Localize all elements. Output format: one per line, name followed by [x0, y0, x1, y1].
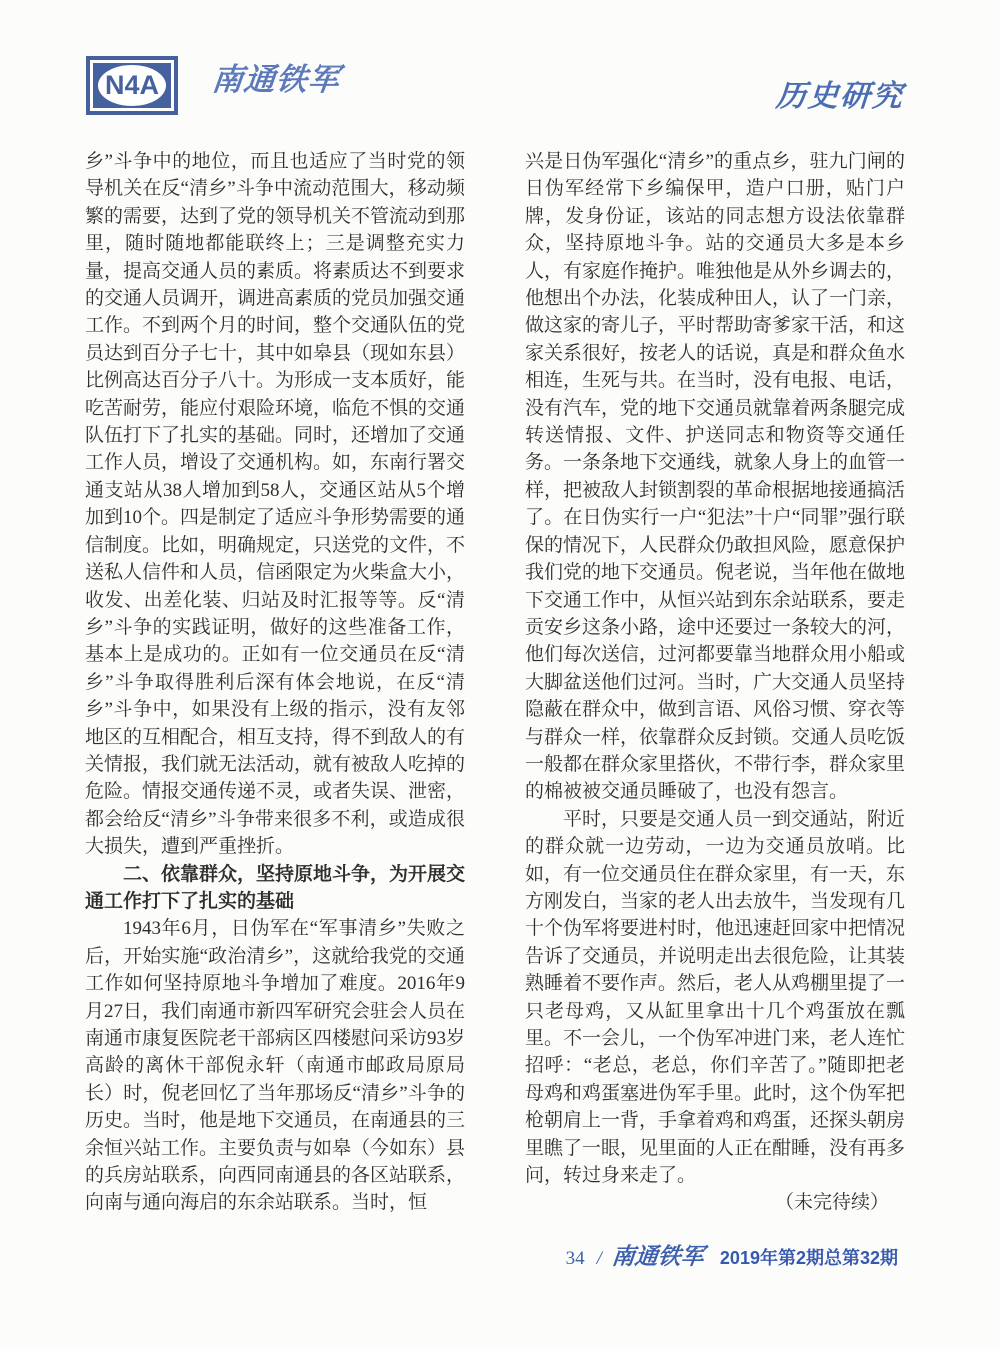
to-be-continued-note: （未完待续）: [774, 1192, 889, 1214]
footer-journal-logo: 南通铁军: [610, 1244, 706, 1269]
footer: [0, 1238, 898, 1271]
paragraph: 平时，只要是交通人员一到交通站，附近的群众就一边劳动，一边为交通员放哨。比如，有一位交通员住在群众家里，有一天，东方刚发白，当家的老人出去放牛，当发现有几十个伪军将要进村时，他迅速赶回家中把情况告诉了交通员，并说明走出去很危险，让其装熟睡着不要作声。然后，老人从鸡棚里提了一只老母鸡，又从缸里拿出十几个鸡蛋放在瓢里。不一会儿，一个伪军冲进门来，老人连忙招呼：“老总，老总，你们辛苦了。”随即把老母鸡和鸡蛋塞进伪军手里。此时，这个伪军把枪朝肩上一背，手拿着鸡和鸡蛋，还探头朝房里瞧了一眼，见里面的人正在酣睡，没有再多问，转过身来走了。: [525, 808, 906, 1187]
page-number: 34: [565, 1248, 585, 1269]
n4a-logo-field: [93, 63, 171, 108]
footer-separator: /: [596, 1248, 602, 1269]
paragraph: 1943年6月，日伪军在“军事清乡”失败之后，开始实施“政治清乡”，这就给我党的交通工作如何坚持原地斗争增加了难度。2016年9月27日，我们南通市新四军研究会驻会人员在南通市康复医院老干部病区四楼慰问采访93岁高龄的离休干部倪永轩（南通市邮政局原局长）时，倪老回忆了当年那场反“清乡”斗争的历史。当时，他是地下交通员，在南通县的三余恒兴站工作。主要负责与如皋（今如东）县的兵房站联系，向西同南通县的各区站联系，向南与通向海启的东余站联系。当时，恒: [85, 918, 466, 1214]
left-column: [85, 148, 465, 1217]
paragraph: 乡”斗争中的地位，而且也适应了当时党的领导机关在反“清乡”斗争中流动范围大，移动频繁的需要，达到了党的领导机关不管流动到那里，随时随地都能联终上；三是调整充实力量，提高交通人员的素质。将素质达不到要求的交通人员调开，调进高素质的党员加强交通工作。不到两个月的时间，整个交通队伍的党员达到百分子七十，其中如皋县（现如东县）比例高达百分子八十。为形成一支本质好，能吃苦耐劳，能应付艰险环境，临危不惧的交通队伍打下了扎实的基础。同时，还增加了交通工作人员，增设了交通机构。如，东南行署交通支站从38人增加到58人，交通区站从5个增加到10个。四是制定了适应斗争形势需要的通信制度。比如，明确规定，只送党的文件，不送私人信件和人员，信函限定为火柴盒大小，收发、出差化装、归站及时汇报等等。反“清乡”斗争的实践证明，做好的这些准备工作，基本上是成功的。正如有一位交通员在反“清乡”斗争取得胜利后深有体会地说，在反“清乡”斗争中，如果没有上级的指示，没有友邻地区的互相配合，相互支持，得不到敌人的有关情报，我们就无法活动，就有被敌人吃掉的危险。情报交通传递不灵，或者失误、泄密，都会给反“清乡”斗争带来很多不利，或造成很大损失，遭到严重挫折。: [85, 151, 466, 858]
paragraph: 兴是日伪军强化“清乡”的重点乡，驻九门闸的日伪军经常下乡编保甲，造户口册，贴门户牌，发身份证，该站的同志想方设法依靠群众，坚持原地斗争。站的交通员大多是本乡人，有家庭作掩护。唯独他是从外乡调去的，他想出个办法，化装成种田人，认了一门亲，做这家的寄儿子，平时帮助寄爹家干活，和这家关系很好，按老人的话说，真是和群众鱼水相连，生死与共。在当时，没有电报、电话，没有汽车，党的地下交通员就靠着两条腿完成转送情报、文件、护送同志和物资等交通任务。一条条地下交通线，就象人身上的血管一样，把被敌人封锁割裂的革命根据地接通搞活了。在日伪实行一户“犯法”十户“同罪”强行联保的情况下，人民群众仍敢担风险，愿意保护我们党的地下交通员。倪老说，当年他在做地下交通工作中，从恒兴站到东余站联系，要走贡安乡这条小路，途中还要过一条较大的河，他们每次送信，过河都要靠当地群众用小船或大脚盆送他们过河。当时，广大交通人员坚持隐蔽在群众中，做到言语、风俗习惯、穿衣等与群众一样，依靠群众反封锁。交通人员吃饭一般都在群众家里搭伙，不带行李，群众家里的棉被被交通员睡破了，也没有怨言。: [525, 151, 906, 803]
right-column: [525, 148, 905, 1217]
n4a-logo: [86, 56, 178, 115]
issue-info: 2019年第2期总第32期: [719, 1248, 898, 1268]
n4a-logo-text: N4A: [98, 65, 166, 106]
masthead-calligraphy: 南通铁军: [210, 62, 342, 97]
section-title: 历史研究: [774, 80, 906, 113]
section-heading: 二、依靠群众，坚持原地斗争，为开展交通工作打下了扎实的基础: [85, 863, 466, 912]
